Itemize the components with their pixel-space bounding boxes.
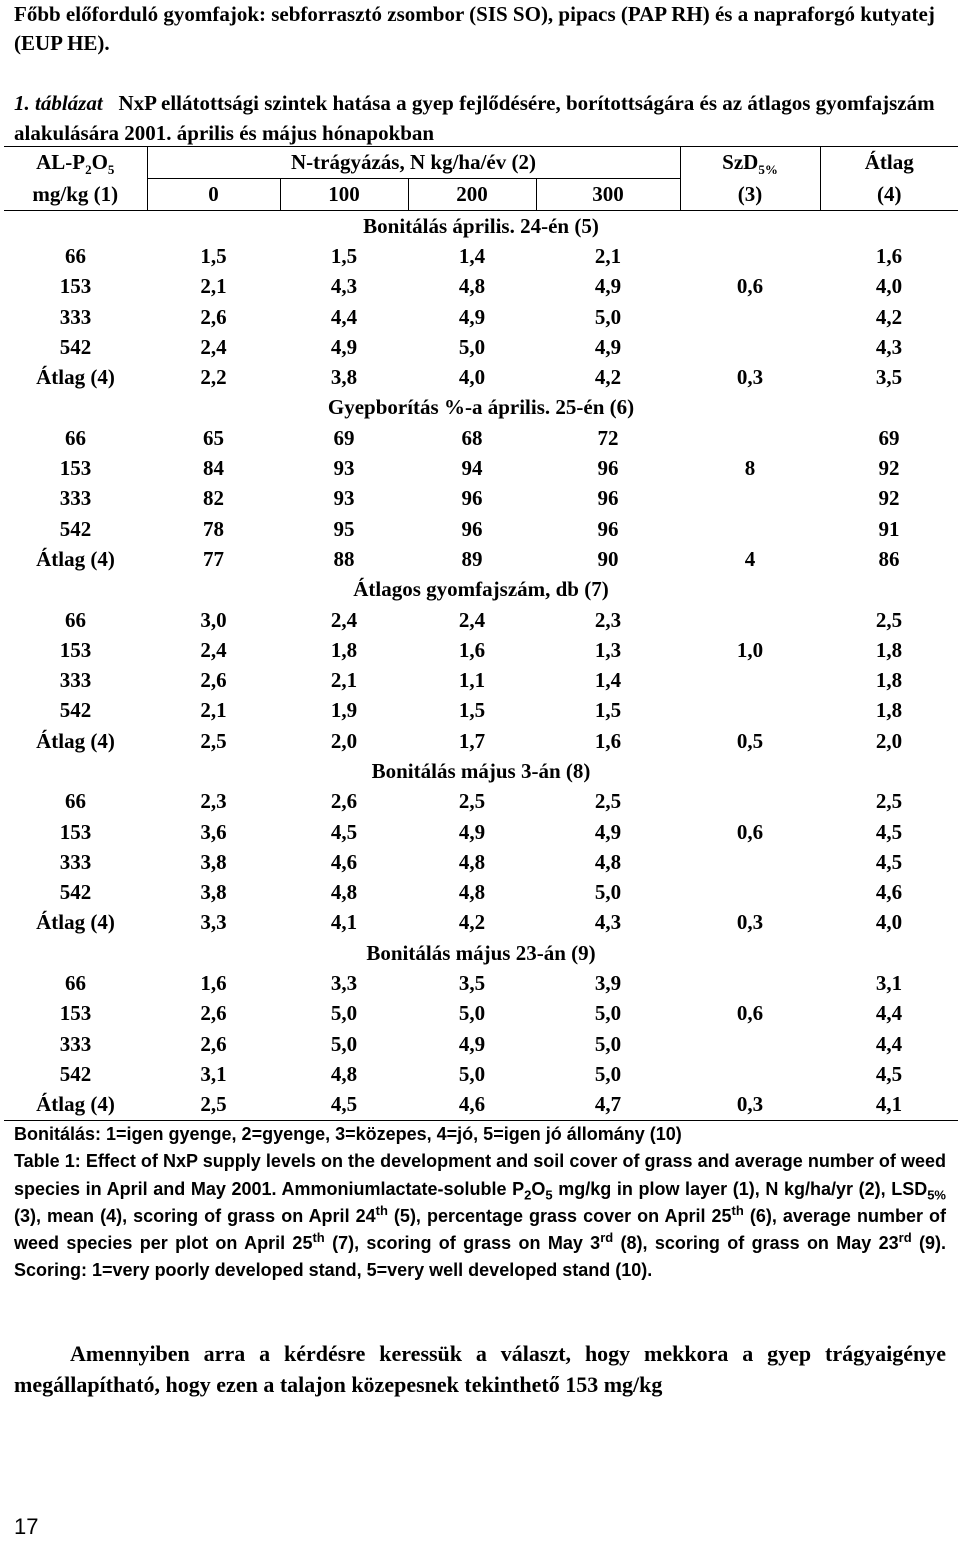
value-cell: 4,3 [330,274,358,299]
mean-cell: 2,5 [875,607,903,632]
value-cell: 5,0 [594,304,622,329]
p-level-cell: 153 [59,456,92,481]
value-cell: 3,8 [200,880,227,905]
value-cell: 5,0 [594,1031,622,1056]
p-level-cell: 333 [59,1031,92,1056]
mean-cell: 4,4 [875,1031,903,1056]
p-level-cell: 542 [59,880,92,905]
p-level-cell: 333 [59,849,92,874]
value-cell: 4,8 [330,1061,358,1086]
value-cell: 4,8 [330,880,358,905]
value-cell: 1,7 [458,728,486,753]
value-cell: 5,0 [458,1001,486,1026]
szd-cell [680,696,820,726]
value-cell: 4,7 [536,1090,680,1121]
szd-cell: 1,0 [736,637,764,662]
value-cell: 1,9 [330,698,358,723]
szd-cell [680,1029,820,1059]
value-cell: 4,4 [330,304,358,329]
table-row [4,908,958,938]
p-level-cell: 66 [65,425,86,450]
mean-cell: 3,5 [875,365,903,390]
mean-cell: 69 [878,425,900,450]
table-row [4,696,958,726]
n-fertilization-header: N-trágyázás, N kg/ha/év (2) [147,147,680,179]
p-level-cell: 153 [59,637,92,662]
value-cell: 89 [461,546,483,571]
szd-cell [680,878,820,908]
table-row [4,635,958,665]
value-cell: 4,2 [458,910,486,935]
table-row [4,453,958,483]
section-title: Gyepborítás %-a április. 25-én (6) [327,395,635,420]
mean-cell: 1,8 [875,637,903,662]
value-cell: 2,5 [458,789,486,814]
p-unit-header: mg/kg (1) [4,179,147,211]
value-cell: 93 [333,486,355,511]
table-row [4,544,958,574]
value-cell: 4,1 [330,910,358,935]
value-cell: 1,5 [458,698,486,723]
p-level-cell: 333 [59,668,92,693]
value-cell: 3,5 [458,971,486,996]
value-cell: 5,0 [594,880,622,905]
value-cell: 96 [597,456,619,481]
value-cell: 4,3 [594,910,622,935]
value-cell: 65 [203,425,224,450]
value-cell: 78 [203,516,224,541]
szd-cell: 0,3 [680,1090,820,1121]
szd-cell: 0,3 [736,365,764,390]
mean-cell: 4,4 [875,1001,903,1026]
value-cell: 94 [461,456,483,481]
value-cell: 1,5 [200,243,227,268]
value-cell: 4,9 [458,304,486,329]
szd-cell: 0,3 [736,910,764,935]
section-title-row [4,938,958,968]
value-cell: 2,6 [330,789,358,814]
p-level-cell: 66 [65,789,86,814]
p-level-cell: Átlag (4) [36,910,115,935]
value-cell: 4,9 [594,819,622,844]
szd-cell: 8 [744,456,756,481]
value-cell: 1,3 [594,637,622,662]
table-row [4,423,958,453]
value-cell: 3,8 [200,849,227,874]
p-level-cell: 153 [59,274,92,299]
value-cell: 4,8 [458,274,486,299]
value-cell: 2,1 [330,668,358,693]
szd-cell [680,514,820,544]
value-cell: 2,3 [200,789,227,814]
mean-cell: 86 [878,546,900,571]
value-cell: 82 [203,486,224,511]
value-cell: 2,5 [594,789,622,814]
intro-text: Főbb előforduló gyomfajok: sebforrasztó zsombor (SIS SO), pipacs (PAP RH) és a napraforgó kutyatej (EUP HE). [14,2,935,55]
p-level-cell: 542 [59,1061,92,1086]
value-cell: 96 [597,516,619,541]
value-cell: 90 [597,546,619,571]
value-cell: 2,2 [200,365,227,390]
mean-cell: 91 [878,516,900,541]
value-cell: 2,6 [200,1001,227,1026]
value-cell: 1,5 [594,698,622,723]
szd-cell [680,484,820,514]
value-cell: 3,6 [200,819,227,844]
n-level-300: 300 [536,179,680,211]
table-row [4,817,958,847]
value-cell: 3,1 [200,1061,227,1086]
mean-cell: 1,8 [875,698,903,723]
value-cell: 1,4 [594,668,622,693]
results-table [4,146,958,1121]
szd-ref: (3) [680,179,820,211]
mean-cell: 4,0 [875,910,903,935]
p-level-cell: Átlag (4) [36,728,115,753]
szd-cell [680,332,820,362]
szd-cell [680,787,820,817]
table-row [4,665,958,695]
szd-cell [680,847,820,877]
value-cell: 4,9 [594,274,622,299]
table-caption [14,88,948,148]
section-title-row [4,756,958,786]
value-cell: 3,9 [594,971,622,996]
mean-ref: (4) [820,179,958,211]
body-paragraph: Amennyiben arra a kérdésre keressük a választ, hogy mekkora a gyep trágyaigénye megállapítható, hogy ezen a talajon közepesnek tekinthető 153 mg/kg [14,1341,946,1397]
table-number: 1. táblázat [14,91,103,115]
table-row [4,999,958,1029]
value-cell: 4,8 [458,880,486,905]
p-level-cell: 66 [65,971,86,996]
page-number: 17 [14,1514,39,1539]
szd-cell: 4 [744,546,756,571]
value-cell: 4,8 [458,849,486,874]
mean-cell: 4,6 [875,880,903,905]
value-cell: 4,5 [280,1090,408,1121]
p-level-cell: 153 [59,1001,92,1026]
p-level-cell: Átlag (4) [36,546,115,571]
table-row [4,332,958,362]
value-cell: 4,6 [330,849,358,874]
value-cell: 68 [461,425,483,450]
mean-cell: 92 [878,456,900,481]
value-cell: 69 [333,425,355,450]
value-cell: 1,6 [200,971,227,996]
value-cell: 2,0 [330,728,358,753]
value-cell: 2,1 [200,698,227,723]
value-cell: 96 [461,486,483,511]
value-cell: 84 [203,456,224,481]
szd-cell [680,665,820,695]
value-cell: 4,9 [458,819,486,844]
table-row [4,272,958,302]
value-cell: 1,6 [594,728,622,753]
table-row [4,787,958,817]
value-cell: 4,9 [458,1031,486,1056]
value-cell: 3,3 [330,971,358,996]
szd-header: SzD$_{5\%}$ [680,147,820,179]
value-cell: 2,4 [458,607,486,632]
szd-cell [680,605,820,635]
value-cell: 1,1 [458,668,486,693]
value-cell: 93 [333,456,355,481]
value-cell: 2,6 [200,304,227,329]
mean-cell: 1,8 [875,668,903,693]
table-row [4,968,958,998]
value-cell: 2,3 [594,607,622,632]
value-cell: 4,6 [408,1090,536,1121]
header-row-2 [4,179,958,211]
value-cell: 2,4 [200,637,227,662]
mean-cell: 4,5 [875,819,903,844]
value-cell: 2,5 [147,1090,280,1121]
value-cell: 4,9 [330,334,358,359]
value-cell: 1,8 [330,637,358,662]
value-cell: 3,3 [200,910,227,935]
mean-cell: 92 [878,486,900,511]
table-row [4,514,958,544]
mean-cell: 2,5 [875,789,903,814]
mean-cell: 1,6 [875,243,903,268]
value-cell: 4,5 [330,819,358,844]
szd-cell [680,423,820,453]
table-row [4,605,958,635]
english-caption: Table 1: Effect of NxP supply levels on the development and soil cover of grass and average number of weed species in April and May 2001. Ammoniumlactate-soluble $P_2O_5$ mg/kg in plow layer (1), N kg/ha/yr (2), $LSD_{5\%}$ (3), mean (4), scoring of grass on April 24th (5), percentage grass cover on April 25th (6), average number of weed species per plot on April 25th (7), scoring of grass on May 3rd (8), scoring of grass on May 23rd (9). Scoring: 1=very poorly developed stand, 5=very well developed stand (10). [14,1151,946,1281]
value-cell: 5,0 [458,334,486,359]
value-cell: 5,0 [594,1001,622,1026]
value-cell: 2,4 [330,607,358,632]
section-title-row [4,393,958,423]
header-row-1 [4,147,958,179]
table-row [4,362,958,392]
n-level-200: 200 [408,179,536,211]
value-cell: 4,9 [594,334,622,359]
p-level-cell: 66 [65,243,86,268]
scoring-legend: Bonitálás: 1=igen gyenge, 2=gyenge, 3=közepes, 4=jó, 5=igen jó állomány (10) [14,1124,682,1144]
szd-cell [680,1059,820,1089]
szd-cell: 0,6 [736,274,764,299]
value-cell: 3,8 [330,365,358,390]
szd-cell: 0,5 [736,728,764,753]
mean-cell: 3,1 [875,971,903,996]
value-cell: 96 [461,516,483,541]
mean-cell: 4,0 [875,274,903,299]
table-row [4,302,958,332]
szd-cell [680,302,820,332]
value-cell: 2,6 [200,1031,227,1056]
value-cell: 5,0 [594,1061,622,1086]
value-cell: 1,4 [458,243,486,268]
value-cell: 3,0 [200,607,227,632]
p-level-cell: Átlag (4) [4,1090,147,1121]
table-row [4,878,958,908]
value-cell: 4,8 [594,849,622,874]
value-cell: 5,0 [330,1001,358,1026]
table-footnotes [14,1121,946,1285]
szd-cell [680,241,820,271]
table-row [4,1059,958,1089]
mean-cell: 4,3 [875,334,903,359]
section-title-row [4,211,958,242]
table-row [4,484,958,514]
value-cell: 1,6 [458,637,486,662]
value-cell: 72 [597,425,619,450]
szd-cell [680,968,820,998]
value-cell: 2,1 [594,243,622,268]
section-title: Átlagos gyomfajszám, db (7) [353,577,609,602]
mean-cell: 4,5 [875,849,903,874]
table-row [4,1090,958,1121]
value-cell: 1,5 [330,243,358,268]
table-row [4,1029,958,1059]
n-level-0: 0 [147,179,280,211]
table-row [4,726,958,756]
szd-cell: 0,6 [736,1001,764,1026]
section-title: Bonitálás május 3-án (8) [371,758,591,783]
p-level-cell: 153 [59,819,92,844]
p-level-cell: Átlag (4) [36,365,115,390]
p-header: $AL-P_2O_5$ [4,147,147,179]
value-cell: 95 [333,516,355,541]
mean-header: Átlag [820,147,958,179]
szd-cell: 0,6 [736,819,764,844]
mean-cell: 4,1 [820,1090,958,1121]
value-cell: 96 [597,486,619,511]
n-level-100: 100 [280,179,408,211]
p-level-cell: 542 [59,698,92,723]
value-cell: 2,6 [200,668,227,693]
table-title: NxP ellátottsági szintek hatása a gyep fejlődésére, borítottságára és az átlagos gyomfajszám alakulására 2001. április és május hónapokban [14,91,935,145]
p-level-cell: 333 [59,304,92,329]
p-level-cell: 542 [59,334,92,359]
value-cell: 2,1 [200,274,227,299]
table-row [4,847,958,877]
value-cell: 5,0 [330,1031,358,1056]
p-level-cell: 542 [59,516,92,541]
value-cell: 4,0 [458,365,486,390]
section-title: Bonitálás április. 24-én (5) [363,213,599,238]
mean-cell: 4,2 [875,304,903,329]
value-cell: 77 [203,546,224,571]
value-cell: 5,0 [458,1061,486,1086]
table-row [4,241,958,271]
value-cell: 88 [333,546,355,571]
p-level-cell: 333 [59,486,92,511]
section-title: Bonitálás május 23-án (9) [366,940,596,965]
value-cell: 4,2 [594,365,622,390]
section-title-row [4,575,958,605]
mean-cell: 2,0 [875,728,903,753]
p-level-cell: 66 [65,607,86,632]
value-cell: 2,4 [200,334,227,359]
value-cell: 2,5 [200,728,227,753]
mean-cell: 4,5 [875,1061,903,1086]
